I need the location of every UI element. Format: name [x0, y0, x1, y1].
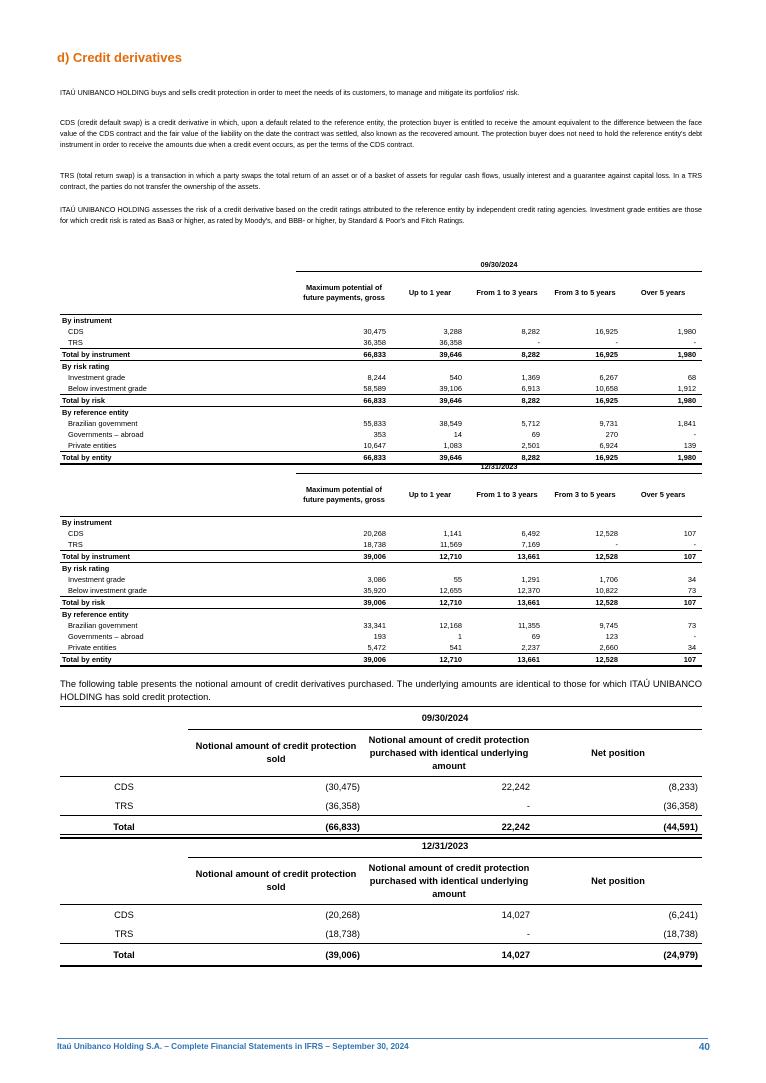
- row-value: (18,738): [663, 928, 699, 939]
- row-value: 8,282: [521, 327, 540, 336]
- row-value: 9,731: [599, 419, 618, 428]
- table-row: [60, 372, 702, 383]
- col-header-max-potential: Maximum potential of future payments, gross: [303, 283, 385, 302]
- row-value: (8,233): [668, 781, 699, 792]
- page-number: 40: [698, 1042, 710, 1053]
- col-header-over-5: Over 5 years: [640, 288, 686, 297]
- table-row: [60, 429, 702, 440]
- total-value: 12,710: [392, 654, 468, 667]
- total-value: 16,925: [546, 349, 624, 361]
- row-label: CDS: [114, 909, 134, 920]
- row-value: 12,370: [517, 586, 540, 595]
- row-value: 35,920: [363, 586, 386, 595]
- section-title: By instrument: [62, 518, 112, 527]
- row-value: 20,268: [363, 529, 386, 538]
- row-value: 193: [373, 632, 386, 641]
- total-value: 13,661: [468, 654, 546, 667]
- notional-table-2024: [60, 706, 702, 839]
- table-date: 12/31/2023: [188, 835, 702, 858]
- total-value: 8,282: [468, 452, 546, 465]
- row-value: 2,237: [521, 643, 540, 652]
- col-header-purchased: Notional amount of credit protection purchased with identical underlying amount: [364, 858, 534, 905]
- total-value: (44,591): [534, 816, 702, 839]
- table-row: [60, 440, 702, 452]
- section-header-row: [60, 517, 702, 529]
- row-value: 9,745: [599, 621, 618, 630]
- section-header-row: [60, 609, 702, 621]
- table-row: [60, 383, 702, 395]
- row-value: 36,358: [439, 338, 462, 347]
- row-value: 5,712: [521, 419, 540, 428]
- col-header-net: Net position: [534, 858, 702, 905]
- total-value: 107: [624, 597, 702, 609]
- row-value: (36,358): [663, 800, 699, 811]
- table-date: 12/31/2023: [296, 460, 702, 474]
- row-value: 69: [531, 430, 540, 439]
- maturity-table-2023: [60, 460, 702, 667]
- total-label: Total by instrument: [60, 551, 296, 563]
- col-header-3-to-5: From 3 to 5 years: [554, 490, 616, 499]
- table-body: [60, 315, 702, 465]
- table-date: 09/30/2024: [188, 707, 702, 730]
- total-value: 22,242: [364, 816, 534, 839]
- row-label: Investment grade: [68, 575, 126, 584]
- col-header-purchased: Notional amount of credit protection purchased with identical underlying amount: [364, 730, 534, 777]
- section-title: By instrument: [62, 316, 112, 325]
- row-value: 1,706: [599, 575, 618, 584]
- table-row: [60, 585, 702, 597]
- row-label: Governments – abroad: [68, 632, 144, 641]
- row-value: 6,924: [599, 441, 618, 450]
- row-value: 55,833: [363, 419, 386, 428]
- col-header-1-to-3: From 1 to 3 years: [476, 288, 538, 297]
- col-header-up-to-1: Up to 1 year: [408, 490, 452, 499]
- row-value: 14: [453, 430, 462, 439]
- total-value: 39,646: [392, 395, 468, 407]
- row-label: Private entities: [68, 441, 117, 450]
- paragraph-trs: TRS (total return swap) is a transaction in which a party swaps the total return of an asset or of a basket of assets for regular cash flows, usually interest and a guarantee against capital loss. In a TRS contract, the parties do not transfer the ownership of the assets.: [60, 172, 702, 191]
- paragraph-cds: CDS (credit default swap) is a credit derivative in which, upon a default related to the reference entity, the protection buyer is entitled to receive the amount equivalent to the difference between the face value of the CDS contract and the fair value of the liability on the date the contract was settled, also known as the recovered amount. The protection buyer does not need to hold the reference entity's debt instrument in order to receive the amounts due when a credit event occurs, as per the terms of the CDS contract.: [60, 119, 702, 149]
- row-value: 1,980: [677, 327, 697, 336]
- table-row: [60, 631, 702, 642]
- row-value: 1: [457, 632, 462, 641]
- footer-text: Itaú Unibanco Holding S.A. – Complete Financial Statements in IFRS – September 30, 2024: [57, 1042, 409, 1051]
- total-row: [60, 349, 702, 361]
- row-label: Private entities: [68, 643, 117, 652]
- row-label: TRS: [114, 928, 134, 939]
- table-row: [60, 528, 702, 539]
- row-value: 1,841: [677, 419, 697, 428]
- row-value: 8,244: [367, 373, 386, 382]
- col-header-up-to-1: Up to 1 year: [408, 288, 452, 297]
- table-row: [60, 642, 702, 654]
- col-header-1-to-3: From 1 to 3 years: [476, 490, 538, 499]
- row-value: 12,655: [439, 586, 462, 595]
- row-value: 33,341: [363, 621, 386, 630]
- row-value: (18,738): [325, 928, 360, 939]
- row-value: 68: [687, 373, 697, 382]
- row-value: 14,027: [501, 909, 530, 920]
- col-header-max-potential: Maximum potential of future payments, gross: [303, 485, 385, 504]
- total-value: 12,710: [392, 551, 468, 563]
- row-value: 73: [687, 621, 697, 630]
- total-value: 66,833: [296, 452, 392, 465]
- row-value: -: [693, 632, 697, 641]
- table-body: [60, 777, 702, 839]
- total-label: Total by entity: [60, 654, 296, 667]
- total-value: 14,027: [364, 944, 534, 967]
- row-value: -: [615, 540, 618, 549]
- section-header-row: [60, 361, 702, 373]
- row-value: 123: [605, 632, 618, 641]
- row-value: 6,267: [599, 373, 618, 382]
- total-row: [60, 597, 702, 609]
- row-value: -: [693, 430, 697, 439]
- row-value: 12,528: [595, 529, 618, 538]
- row-value: 10,822: [595, 586, 618, 595]
- col-header-over-5: Over 5 years: [640, 490, 686, 499]
- row-label: CDS: [68, 327, 84, 336]
- row-value: 353: [373, 430, 386, 439]
- row-value: 6,492: [521, 529, 540, 538]
- row-value: 11,355: [517, 621, 540, 630]
- total-value: 13,661: [468, 597, 546, 609]
- maturity-table-2024: [60, 258, 702, 465]
- row-label: Brazilian government: [68, 419, 138, 428]
- row-value: 1,369: [521, 373, 540, 382]
- row-value: 55: [453, 575, 462, 584]
- row-value: (30,475): [325, 781, 360, 792]
- row-value: -: [693, 540, 697, 549]
- table-row: [60, 574, 702, 585]
- row-value: 69: [531, 632, 540, 641]
- table-row: [60, 326, 702, 337]
- table-row: [60, 337, 702, 349]
- row-value: 1,291: [521, 575, 540, 584]
- row-value: 1,912: [677, 384, 697, 393]
- row-label: CDS: [114, 781, 134, 792]
- table-row: [60, 418, 702, 429]
- row-value: 22,242: [501, 781, 530, 792]
- row-value: 11,569: [439, 540, 462, 549]
- row-label: TRS: [68, 338, 83, 347]
- row-value: (36,358): [325, 800, 360, 811]
- total-value: 39,006: [296, 654, 392, 667]
- col-header-3-to-5: From 3 to 5 years: [554, 288, 616, 297]
- table-date: 09/30/2024: [296, 258, 702, 272]
- paragraph-risk: ITAÚ UNIBANCO HOLDING assesses the risk of a credit derivative based on the credit ratings attributed to the reference entity by independent credit rating agencies. Investment grade entities are those for which credit risk is rated as Baa3 or higher, as rated by Moody's, and BBB- or higher, by Standard & Poor's and Fitch Ratings.: [60, 206, 702, 225]
- table-row: [60, 777, 702, 797]
- notional-table-2023: [60, 834, 702, 967]
- row-value: 58,589: [363, 384, 386, 393]
- total-row: [60, 654, 702, 667]
- footer-divider: [57, 1038, 708, 1039]
- total-label: Total by risk: [60, 395, 296, 407]
- row-value: -: [615, 338, 618, 347]
- row-label: Brazilian government: [68, 621, 138, 630]
- total-value: 39,006: [296, 551, 392, 563]
- total-value: 12,528: [546, 654, 624, 667]
- row-value: 34: [687, 575, 697, 584]
- total-label: Total by risk: [60, 597, 296, 609]
- row-value: 541: [449, 643, 462, 652]
- table-row: [60, 620, 702, 631]
- row-value: 139: [683, 441, 697, 450]
- col-header-net: Net position: [534, 730, 702, 777]
- row-label: TRS: [114, 800, 134, 811]
- col-header-sold: Notional amount of credit protection sold: [188, 730, 364, 777]
- total-value: 107: [624, 654, 702, 667]
- total-value: 16,925: [546, 395, 624, 407]
- table-row: [60, 796, 702, 816]
- row-value: 3,288: [443, 327, 462, 336]
- row-value: 3,086: [367, 575, 386, 584]
- row-label: Governments – abroad: [68, 430, 144, 439]
- total-value: 13,661: [468, 551, 546, 563]
- row-value: 10,647: [363, 441, 386, 450]
- total-label: Total: [60, 816, 188, 839]
- row-value: 39,106: [439, 384, 462, 393]
- row-value: 38,549: [439, 419, 462, 428]
- row-value: 36,358: [363, 338, 386, 347]
- row-value: 270: [605, 430, 618, 439]
- paragraph-intro: ITAÚ UNIBANCO HOLDING buys and sells credit protection in order to meet the needs of its customers, to manage and mitigate its portfolios' risk.: [60, 89, 520, 97]
- total-value: 12,528: [546, 597, 624, 609]
- total-value: 39,646: [392, 349, 468, 361]
- row-value: 12,168: [439, 621, 462, 630]
- total-label: Total by entity: [60, 452, 296, 465]
- section-title: By risk rating: [62, 564, 110, 573]
- total-value: 39,006: [296, 597, 392, 609]
- row-value: 7,169: [521, 540, 540, 549]
- total-value: 1,980: [624, 349, 702, 361]
- row-label: CDS: [68, 529, 84, 538]
- total-row: [60, 395, 702, 407]
- total-row: [60, 551, 702, 563]
- row-value: 16,925: [595, 327, 618, 336]
- total-value: 66,833: [296, 395, 392, 407]
- total-value: 39,646: [392, 452, 468, 465]
- total-value: 1,980: [624, 452, 702, 465]
- total-value: 8,282: [468, 349, 546, 361]
- total-label: Total by instrument: [60, 349, 296, 361]
- section-title: By reference entity: [62, 408, 129, 417]
- row-value: 2,501: [521, 441, 540, 450]
- row-value: -: [537, 338, 540, 347]
- total-value: (66,833): [188, 816, 364, 839]
- table-body: [60, 517, 702, 667]
- row-value: -: [526, 800, 530, 811]
- row-value: -: [693, 338, 697, 347]
- row-value: 30,475: [363, 327, 386, 336]
- row-label: Below investment grade: [68, 586, 147, 595]
- row-value: 73: [687, 586, 697, 595]
- section-header-row: [60, 315, 702, 327]
- row-value: 18,738: [363, 540, 386, 549]
- total-value: (39,006): [188, 944, 364, 967]
- section-header-row: [60, 407, 702, 419]
- total-value: 66,833: [296, 349, 392, 361]
- total-value: 8,282: [468, 395, 546, 407]
- total-label: Total: [60, 944, 188, 967]
- total-value: 12,528: [546, 551, 624, 563]
- row-value: -: [526, 928, 530, 939]
- row-label: Below investment grade: [68, 384, 147, 393]
- row-label: TRS: [68, 540, 83, 549]
- row-value: 34: [687, 643, 697, 652]
- section-title: By risk rating: [62, 362, 110, 371]
- total-value: 107: [624, 551, 702, 563]
- row-value: 6,913: [521, 384, 540, 393]
- col-header-sold: Notional amount of credit protection sold: [188, 858, 364, 905]
- table-row: [60, 905, 702, 925]
- row-value: 2,660: [599, 643, 618, 652]
- total-value: 12,710: [392, 597, 468, 609]
- row-value: 1,141: [443, 529, 462, 538]
- section-title: d) Credit derivatives: [57, 50, 182, 65]
- table-row: [60, 924, 702, 944]
- row-value: (6,241): [668, 909, 699, 920]
- row-value: 540: [449, 373, 462, 382]
- row-value: 10,658: [595, 384, 618, 393]
- total-value: 16,925: [546, 452, 624, 465]
- section-header-row: [60, 563, 702, 575]
- row-value: 107: [683, 529, 697, 538]
- row-value: 1,083: [443, 441, 462, 450]
- table-row: [60, 539, 702, 551]
- row-value: (20,268): [325, 909, 360, 920]
- total-value: (24,979): [534, 944, 702, 967]
- row-label: Investment grade: [68, 373, 126, 382]
- total-row: [60, 944, 702, 967]
- paragraph-notional: The following table presents the notional amount of credit derivatives purchased. The underlying amounts are identical to those for which ITAÚ UNIBANCO HOLDING has sold credit protection.: [60, 679, 702, 702]
- table-body: [60, 905, 702, 967]
- section-title: By reference entity: [62, 610, 129, 619]
- row-value: 5,472: [367, 643, 386, 652]
- total-value: 1,980: [624, 395, 702, 407]
